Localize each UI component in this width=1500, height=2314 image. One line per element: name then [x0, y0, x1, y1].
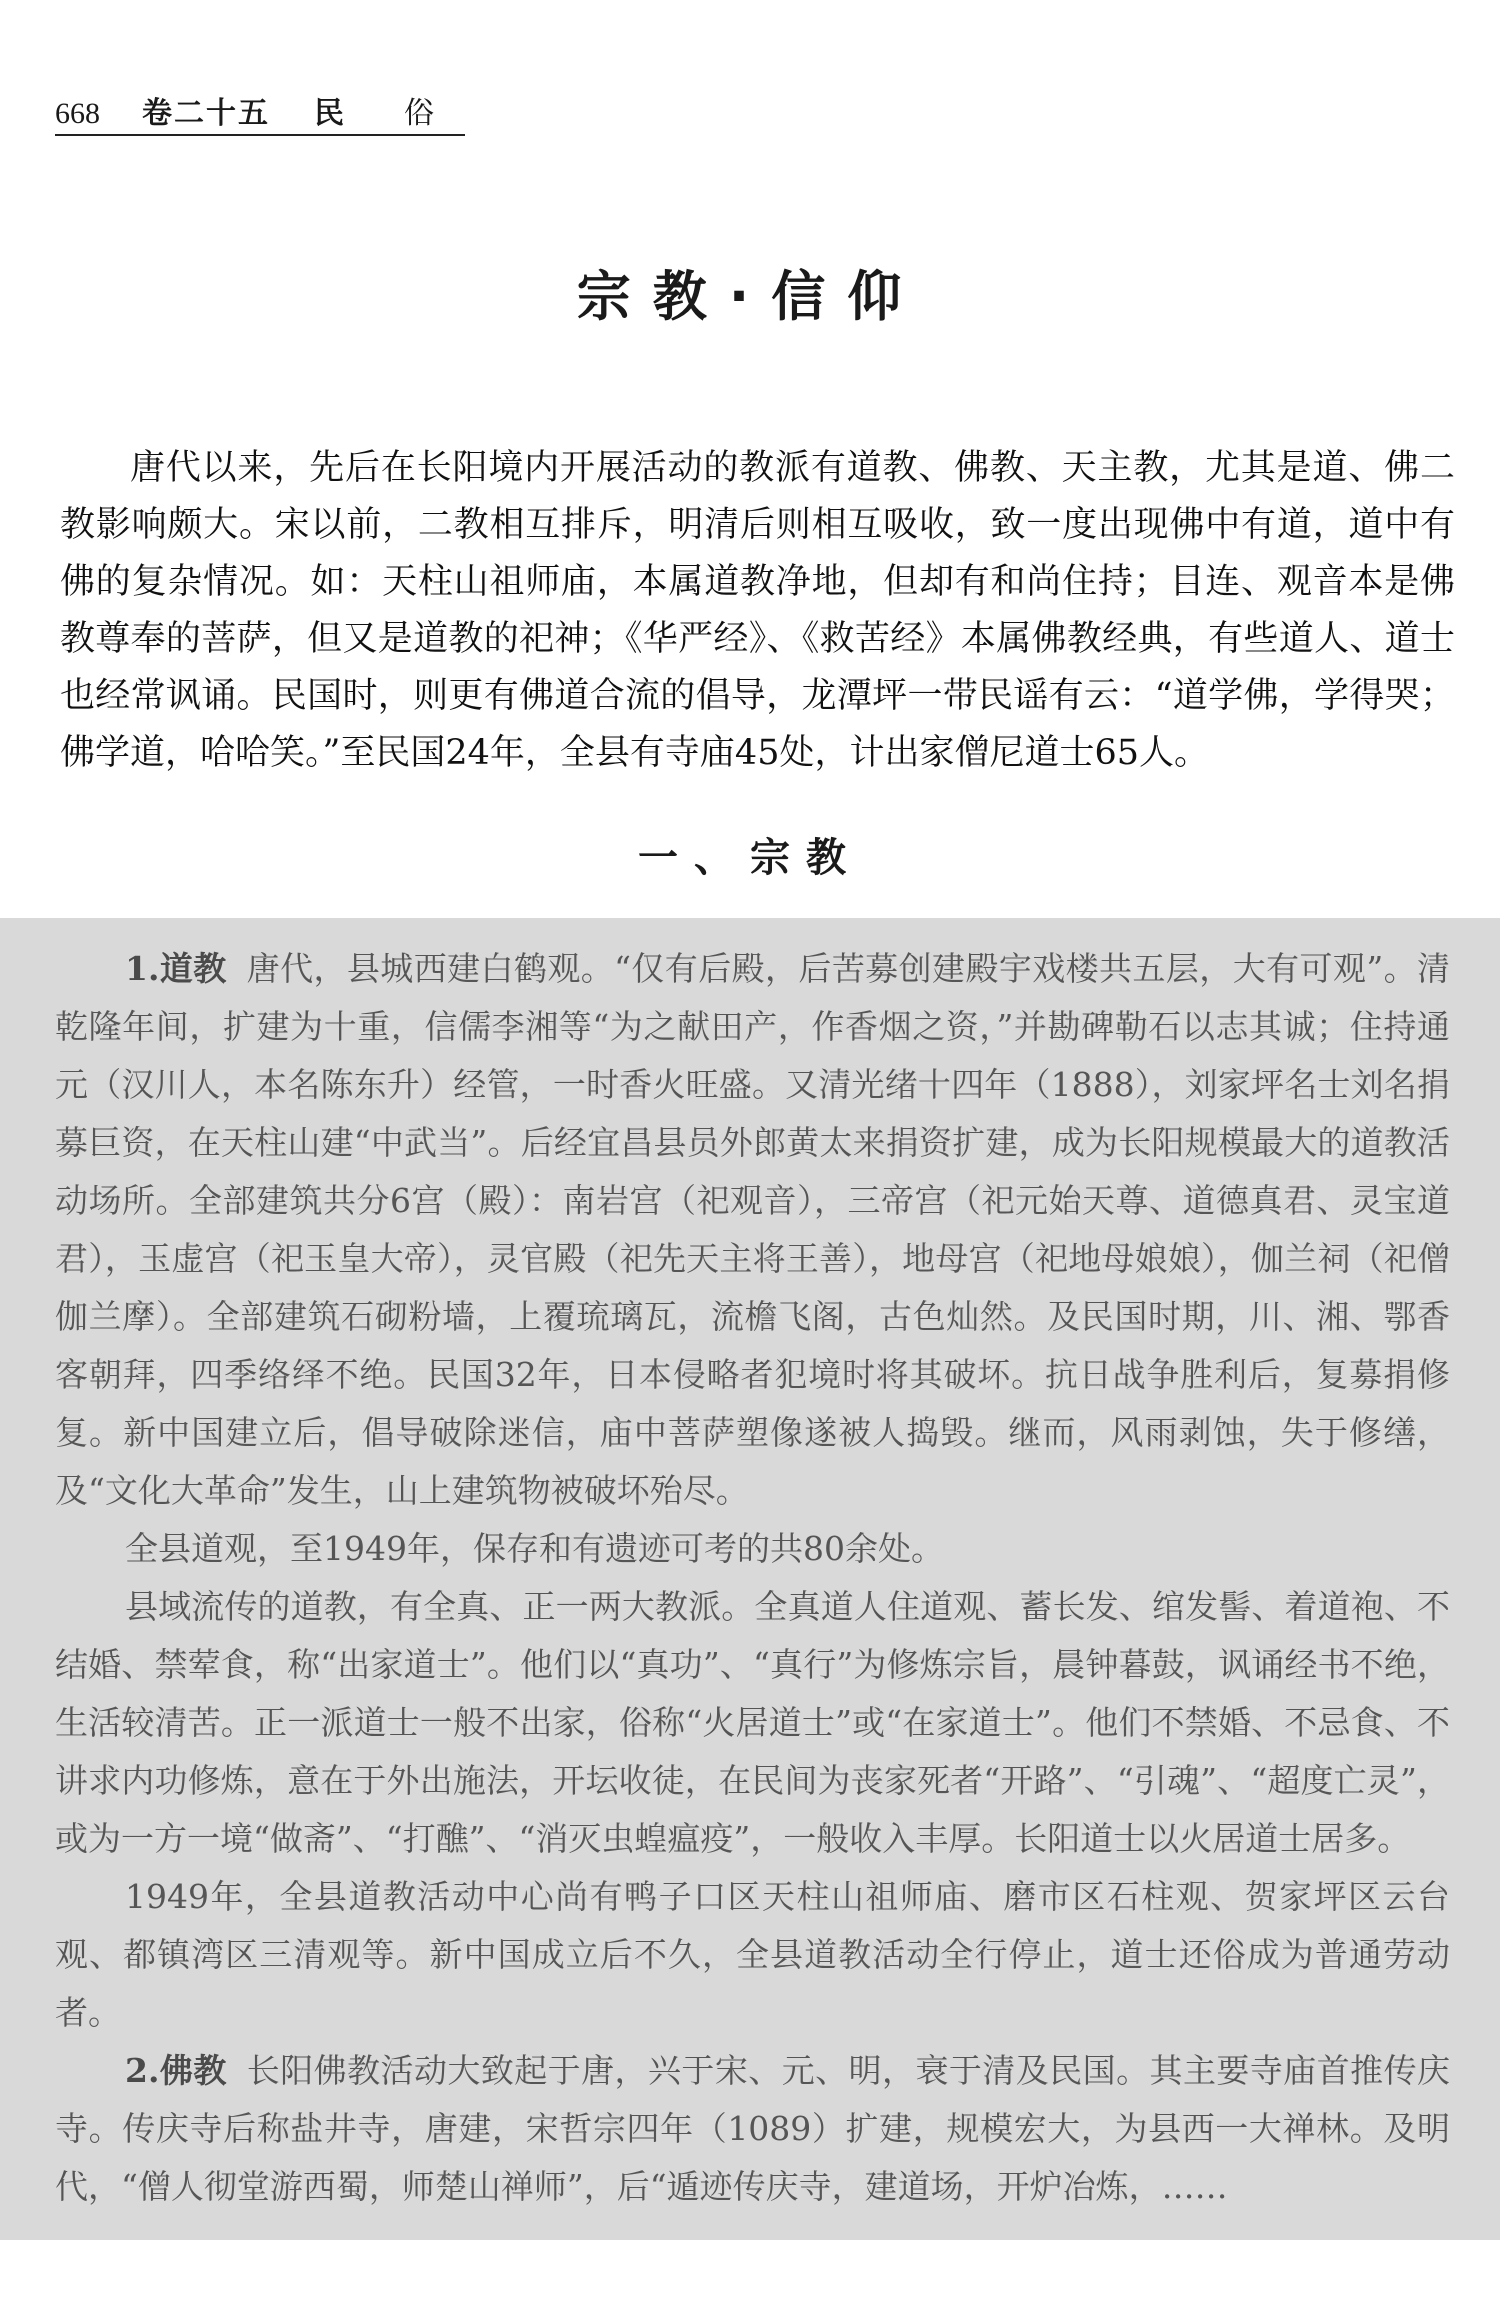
buddhism-text-1: 长阳佛教活动大致起于唐，兴于宋、元、明，衰于清及民国。其主要寺庙首推传庆寺。传庆寺后称盐井寺，唐建，宋哲宗四年（1089）扩建，规模宏大，为县西一大禅林。及明代，“僧人彻堂游西蜀，师楚山禅师”，后“遁迹传庆寺，建道场，开炉冶炼，……: [55, 2051, 1451, 2206]
page-number: 668: [55, 97, 100, 130]
section-label-su: 俗: [404, 96, 434, 131]
buddhism-subheading: 2.佛教: [125, 2051, 227, 2090]
volume-label: 卷二十五: [142, 96, 270, 131]
daoism-subheading: 1.道教: [125, 949, 227, 988]
daoism-paragraph-1: [55, 940, 1450, 1520]
intro-text: 唐代以来，先后在长阳境内开展活动的教派有道教、佛教、天主教，尤其是道、佛二教影响颇大。宋以前，二教相互排斥，明清后则相互吸收，致一度出现佛中有道，道中有佛的复杂情况。如：天柱山祖师庙，本属道教净地，但却有和尚住持；目连、观音本是佛教尊奉的菩萨，但又是道教的祀神；《华严经》、《救苦经》本属佛教经典，有些道人、道士也经常讽诵。民国时，则更有佛道合流的倡导，龙潭坪一带民谣有云：“道学佛，学得哭；佛学道，哈哈笑。”至民国24年，全县有寺庙45处，计出家僧尼道士65人。: [60, 448, 1455, 773]
daoism-paragraph-3: 县域流传的道教，有全真、正一两大教派。全真道人住道观、蓄长发、绾发髻、着道袍、不结婚、禁荤食，称“出家道士”。他们以“真功”、“真行”为修炼宗旨，晨钟暮鼓，讽诵经书不绝，生活较清苦。正一派道士一般不出家，俗称“火居道士”或“在家道士”。他们不禁婚、不忌食、不讲求内功修炼，意在于外出施法，开坛收徒，在民间为丧家死者“开路”、“引魂”、“超度亡灵”，或为一方一境“做斋”、“打醮”、“消灭虫蝗瘟疫”，一般收入丰厚。长阳道士以火居道士居多。: [55, 1587, 1450, 1858]
section-label-min: 民: [314, 96, 344, 131]
running-header: [55, 86, 465, 136]
daoism-text-1: 唐代，县城西建白鹤观。“仅有后殿，后苦募创建殿宇戏楼共五层，大有可观”。清乾隆年间，扩建为十重，信儒李湘等“为之献田产，作香烟之资，”并勘碑勒石以志其诚；住持通元（汉川人，本名陈东升）经管，一时香火旺盛。又清光绪十四年（1888），刘家坪名士刘名捐募巨资，在天柱山建“中武当”。后经宜昌县员外郎黄太来捐资扩建，成为长阳规模最大的道教活动场所。全部建筑共分6宫（殿）：南岩宫（祀观音），三帝宫（祀元始天尊、道德真君、灵宝道君），玉虚宫（祀玉皇大帝），灵官殿（祀先天主将王善），地母宫（祀地母娘娘），伽兰祠（祀僧伽兰摩）。全部建筑石砌粉墙，上覆琉璃瓦，流檐飞阁，古色灿然。及民国时期，川、湘、鄂香客朝拜，四季络绎不绝。民国32年，日本侵略者犯境时将其破坏。抗日战争胜利后，复募捐修复。新中国建立后，倡导破除迷信，庙中菩萨塑像遂被人捣毁。继而，风雨剥蚀，失于修缮，及“文化大革命”发生，山上建筑物被破坏殆尽。: [55, 949, 1450, 1510]
daoism-paragraph-2: 全县道观，至1949年，保存和有遗迹可考的共80余处。: [125, 1529, 944, 1568]
buddhism-paragraph-1: [55, 2042, 1450, 2216]
daoism-paragraph-4: 1949年，全县道教活动中心尚有鸭子口区天柱山祖师庙、磨市区石柱观、贺家坪区云台观、都镇湾区三清观等。新中国成立后不久，全县道教活动全行停止，道士还俗成为普通劳动者。: [55, 1877, 1450, 2032]
section-heading: 一、宗教: [638, 835, 862, 881]
intro-paragraph: [60, 440, 1455, 782]
religion-body: [55, 940, 1450, 2216]
chapter-title: 宗教·信仰: [576, 265, 924, 328]
